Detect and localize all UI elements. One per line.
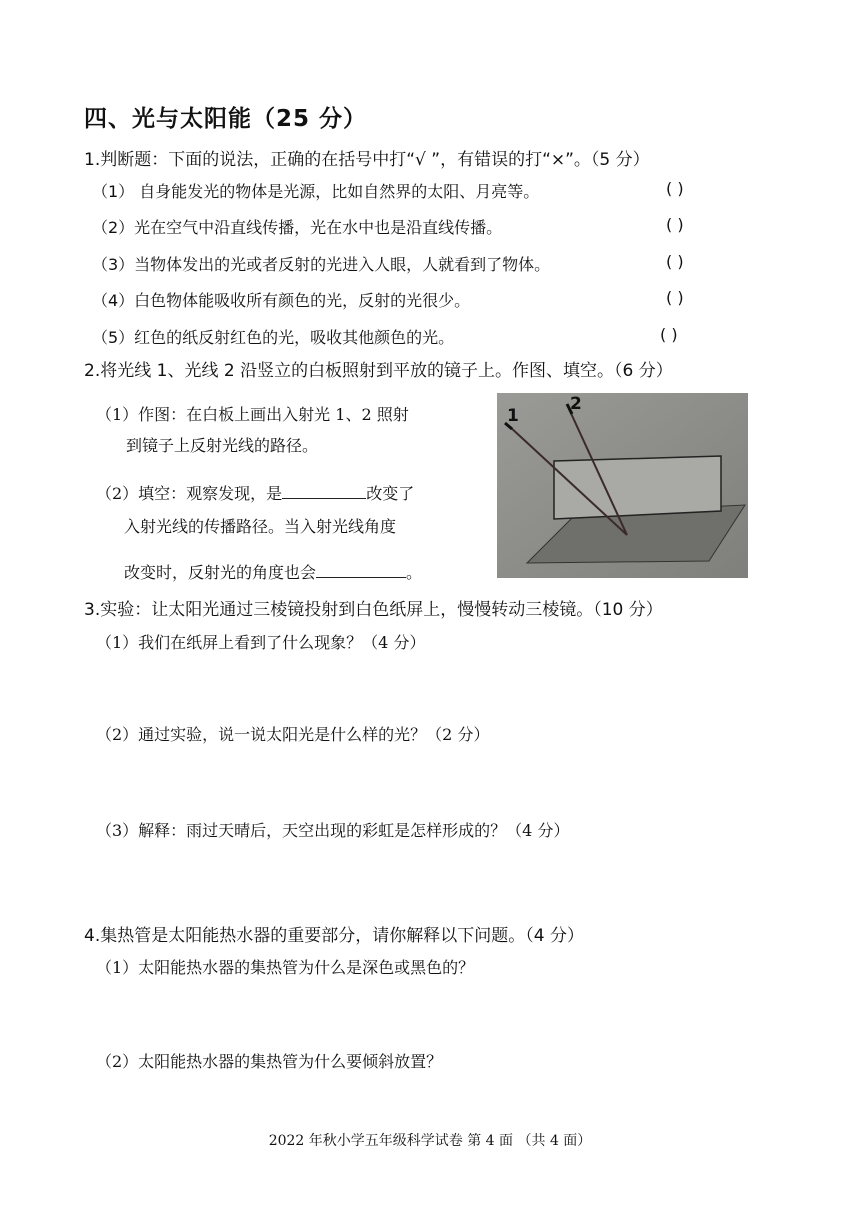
question-3-sub-3: （3）解释：雨过天晴后，天空出现的彩虹是怎样形成的？（4 分） [96,821,570,840]
question-2-draw-line-2: 到镜子上反射光线的路径。 [126,436,319,455]
page-footer: 2022 年秋小学五年级科学试卷 第 4 面 （共 4 面） [268,1133,592,1149]
whiteboard-shape [554,456,721,519]
question-1-item-2: （2）光在空气中沿直线传播，光在水中也是沿直线传播。 [92,218,503,237]
fill-blank-1[interactable] [282,482,366,499]
fill-blank-2[interactable] [316,561,406,578]
question-3-sub-1: （1）我们在纸屏上看到了什么现象？（4 分） [96,633,426,652]
answer-paren-1[interactable]: ( ) [666,179,684,198]
question-2-fill-line-3 [124,560,422,583]
answer-paren-4[interactable]: ( ) [666,288,684,307]
question-1-item-1: （1） 自身能发光的物体是光源，比如自然界的太阳、月亮等。 [92,182,540,201]
fill-text-d: 。 [406,563,423,582]
fill-text-b: 改变了 [366,484,415,503]
ray-label-2: 2 [570,394,582,414]
answer-paren-5[interactable]: ( ) [660,325,678,344]
question-2-stem: 2.将光线 1、光线 2 沿竖立的白板照射到平放的镜子上。作图、填空。（6 分） [84,361,673,381]
question-4-sub-1: （1）太阳能热水器的集热管为什么是深色或黑色的？ [96,958,475,977]
question-4-stem: 4.集热管是太阳能热水器的重要部分，请你解释以下问题。（4 分） [84,926,584,946]
answer-paren-3[interactable]: ( ) [666,252,684,271]
fill-text-c: 改变时，反射光的角度也会 [124,563,317,582]
section-title: 四、光与太阳能（25 分） [84,106,368,132]
whiteboard-mirror-photo [497,393,748,578]
question-3-stem: 3.实验：让太阳光通过三棱镜投射到白色纸屏上，慢慢转动三棱镜。（10 分） [84,600,663,620]
question-1-item-4: （4）白色物体能吸收所有颜色的光，反射的光很少。 [92,291,471,310]
question-2-draw-line-1: （1）作图：在白板上画出入射光 1、2 照射 [96,405,409,424]
ray-label-1: 1 [507,406,519,426]
question-1-stem: 1.判断题：下面的说法，正确的在括号中打“√ ”，有错误的打“×”。（5 分） [84,150,650,170]
question-3-sub-2: （2）通过实验，说一说太阳光是什么样的光？（2 分） [96,725,490,744]
question-2-fill-line-1 [96,481,414,504]
fill-text-a: （2）填空：观察发现，是 [96,484,283,503]
question-2-fill-line-2: 入射光线的传播路径。当入射光线角度 [124,517,397,536]
question-1-item-3: （3）当物体发出的光或者反射的光进入人眼，人就看到了物体。 [92,255,551,274]
question-1-item-5: （5）红色的纸反射红色的光，吸收其他颜色的光。 [92,328,455,347]
answer-paren-2[interactable]: ( ) [666,215,684,234]
question-4-sub-2: （2）太阳能热水器的集热管为什么要倾斜放置？ [96,1052,443,1071]
